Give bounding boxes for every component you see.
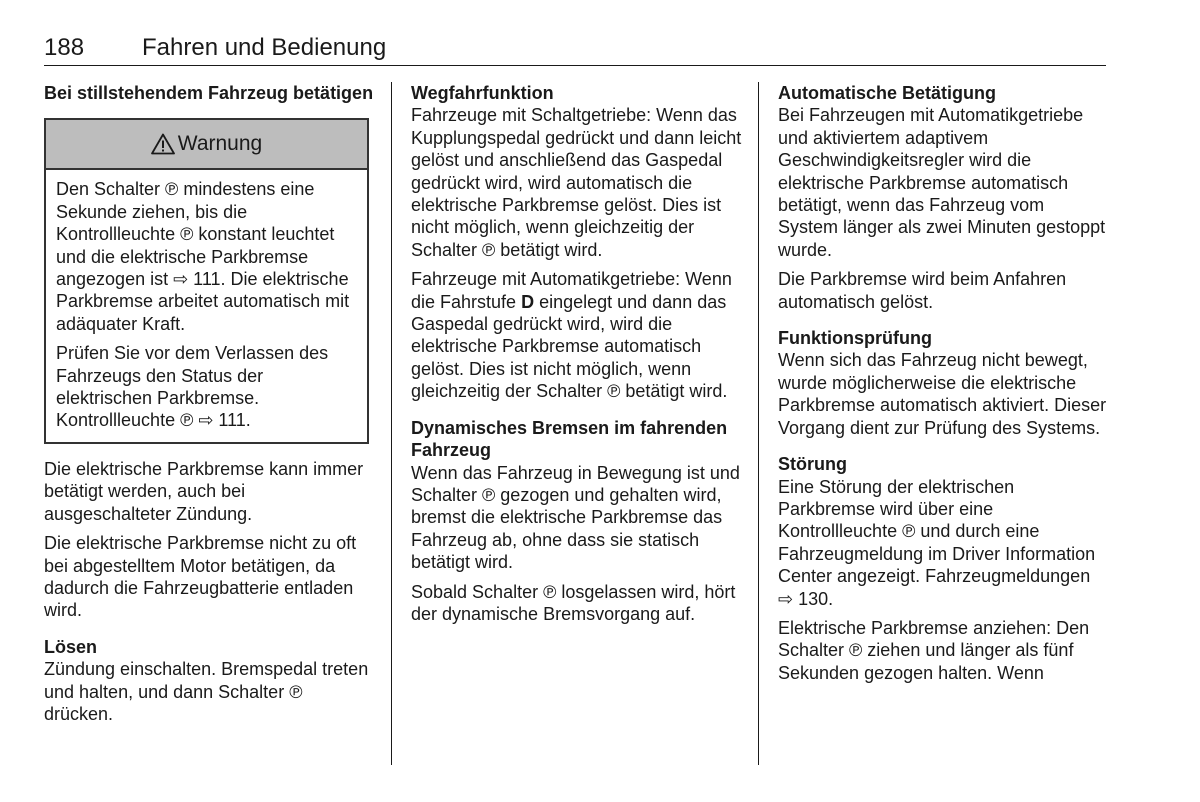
column-1 bbox=[44, 82, 374, 732]
warning-paragraph: Den Schalter ℗ mindestens eine Sekunde ziehen, bis die Kontrollleuchte ℗ konstant leuchtet und die elektrische Parkbremse angezogen ist ⇨ 111. Die elektrische Parkbremse arbeitet automatisch mit adäquater Kraft. bbox=[56, 179, 350, 334]
section-heading: Wegfahrfunktion bbox=[411, 83, 554, 103]
column-divider bbox=[758, 82, 759, 765]
section-heading: Automatische Betätigung bbox=[778, 83, 997, 103]
section-heading: Funktionsprüfung bbox=[778, 328, 932, 349]
paragraph: Wenn das Fahrzeug in Bewegung ist und Schalter ℗ gezogen und gehalten wird, bremst die elektrische Parkbremse das Fahrzeug ab, ohne dass sie statisch betätigt wird. bbox=[411, 462, 740, 573]
section-heading: Dynamisches Bremsen im fahrenden Fahrzeug bbox=[411, 417, 728, 461]
warning-triangle-icon bbox=[151, 133, 175, 155]
section-heading: Störung bbox=[778, 454, 847, 475]
page-number: 188 bbox=[44, 34, 85, 61]
page-header bbox=[44, 32, 1106, 64]
warning-body bbox=[46, 170, 367, 441]
paragraph: Die elektrische Parkbremse nicht zu oft bei abgestelltem Motor betätigen, da dadurch die Fahrzeugbatterie entladen wird. bbox=[44, 533, 357, 621]
column-2 bbox=[411, 82, 746, 632]
paragraph: Eine Störung der elektrischen Parkbremse wird über eine Kontrollleuchte ℗ und durch eine Fahrzeugmeldung im Driver Information Center angezeigt. Fahrzeugmeldungen ⇨ 130. bbox=[778, 476, 1096, 609]
section-heading: Bei stillstehendem Fahrzeug betätigen bbox=[44, 83, 374, 103]
chapter-title: Fahren und Bedienung bbox=[142, 34, 387, 61]
column-divider bbox=[391, 82, 392, 765]
warning-title: Warnung bbox=[177, 132, 263, 156]
paragraph: Elektrische Parkbremse anziehen: Den Schalter ℗ ziehen und länger als fünf Sekunden gezogen halten. Wenn bbox=[778, 617, 1090, 683]
warning-box bbox=[44, 118, 369, 443]
paragraph: Die Parkbremse wird beim Anfahren automatisch gelöst. bbox=[778, 269, 1067, 312]
section-heading: Lösen bbox=[44, 636, 98, 657]
paragraph: Sobald Schalter ℗ losgelassen wird, hört der dynamische Bremsvorgang auf. bbox=[411, 581, 736, 624]
paragraph: Fahrzeuge mit Schaltgetriebe: Wenn das Kupplungspedal gedrückt und dann leicht gelöst und anschließend das Gaspedal gedrückt wird, wird automatisch die elektrische Parkbremse gelöst. Dies ist nicht möglich, wenn gleichzeitig der Schalter ℗ betätigt wird. bbox=[411, 105, 742, 260]
warning-paragraph: Prüfen Sie vor dem Verlassen des Fahrzeugs den Status der elektrischen Parkbremse. Kontrollleuchte ℗ ⇨ 111. bbox=[56, 343, 329, 431]
paragraph: Fahrzeuge mit Automatikgetriebe: Wenn die Fahrstufe D eingelegt und dann das Gaspedal gedrückt wird, wird die elektrische Parkbremse automatisch gelöst. Dies ist nicht möglich, wenn gleichzeitig der Schalter ℗ betätigt wird. bbox=[411, 269, 732, 402]
paragraph: Die elektrische Parkbremse kann immer betätigt werden, auch bei ausgeschalteter Zündung. bbox=[44, 458, 364, 524]
warning-header bbox=[46, 120, 367, 170]
paragraph: Wenn sich das Fahrzeug nicht bewegt, wurde möglicherweise die elektrische Parkbremse automatisch aktiviert. Dieser Vorgang dient zur Prüfung des Systems. bbox=[778, 350, 1107, 438]
column-3 bbox=[778, 82, 1108, 691]
paragraph: Bei Fahrzeugen mit Automatikgetriebe und aktiviertem adaptivem Geschwindigkeitsregler wird die elektrische Parkbremse automatisch betätigt, wenn das Fahrzeug vom System länger als zwei Minuten gestoppt wurde. bbox=[778, 105, 1106, 260]
header-rule bbox=[44, 65, 1106, 66]
paragraph: Zündung einschalten. Bremspedal treten und halten, und dann Schalter ℗ drücken. bbox=[44, 659, 369, 724]
gear-position-d: D bbox=[521, 291, 535, 312]
